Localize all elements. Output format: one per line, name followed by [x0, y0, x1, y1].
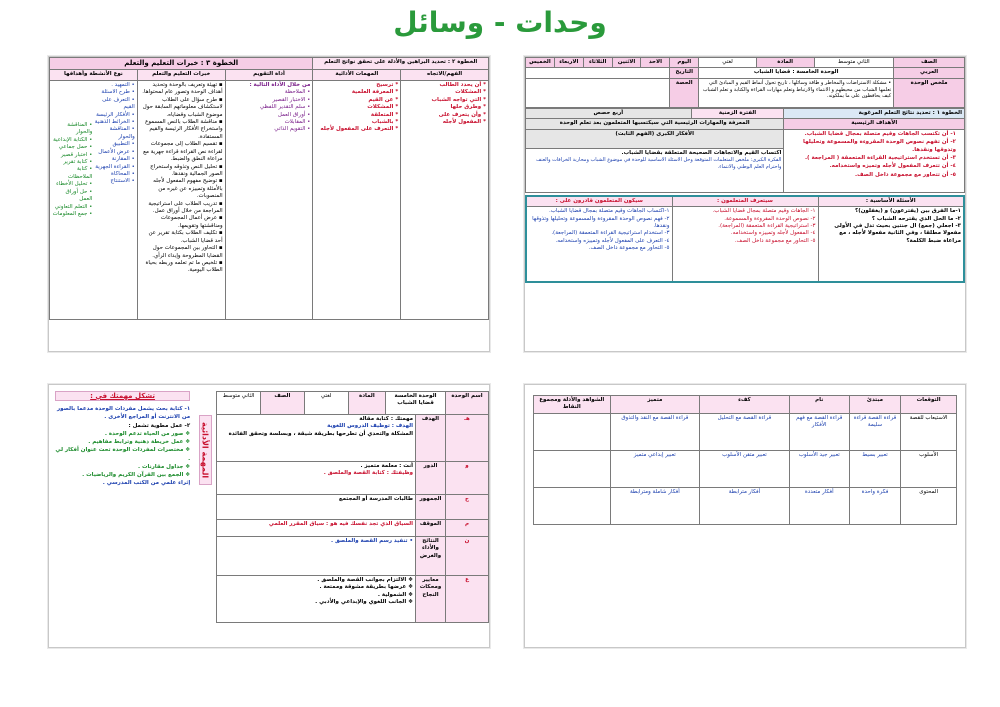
- task-item: * بالشباب: [371, 118, 399, 125]
- step2-title: الخطوة ٢ : تحديد البراهين والأدلة على تحقق نواتج التعلم: [313, 58, 489, 70]
- situation-key: م: [445, 520, 488, 537]
- activity-item: • الاستنتاج: [110, 178, 135, 185]
- tool-item: • الملاحظة: [284, 89, 311, 96]
- experience-item: ▪ التحاور بين المجموعات حول القضايا المطروحة وإبداء الرأي.: [152, 245, 223, 259]
- task-list-item: ١- كتابة بحث يشمل مفردات الوحدة مدعما بالصور من الانترنت أو المراجع الأخرى .: [57, 406, 191, 421]
- step1-table: [525, 108, 965, 193]
- summary-text: • مشكلة الاستراضات والمخاطر و طاقة وسائلها ، تاريخ تحول أنماط القيم و المبادئ التي تعلمها الشباب من محيطهم و الانتماء والارتباط وتعلم مهارات القراءة والكتابة و تعلم الشباب كيف يحافظون على ما يملكونه.: [699, 78, 894, 107]
- activity-item: • القراءة الجهرية: [95, 163, 135, 170]
- rubric-header: متميز: [610, 396, 700, 414]
- rubric-header: الشواهد والأدلة ومجموع النقاط: [534, 396, 611, 414]
- tool-item: من خلال الأداة التالية :: [249, 81, 311, 88]
- activity-item: • كتابة الملاحظات: [67, 166, 93, 180]
- task-title: تشكل مهمتك في :: [55, 391, 190, 401]
- subject-name: العربي: [894, 68, 965, 78]
- activity-item: • المحاكاة: [111, 170, 135, 177]
- product-text: • تنفيذ رسم القصة والملصق .: [217, 537, 416, 576]
- col-header-tools: أداة التقويم: [225, 70, 313, 80]
- header-class-value: الثاني متوسط: [814, 58, 894, 68]
- experience-item: ▪ تقسيم الطلاب إلى مجموعات لقراءة نص القراءة قراءة جهرية مع مراعاة النطق والضبط.: [143, 141, 223, 163]
- grasps-section: [216, 385, 489, 647]
- activity-item: • تحليل الأخطاء: [56, 181, 93, 188]
- document-page-experiences: [48, 56, 490, 352]
- header-day-thu: الخميس: [526, 58, 555, 68]
- skill-item: ٢- فهم نصوص الوحدة المقروءة والمسموعة وتحليلها وتذوقها ونقدها.: [532, 215, 670, 229]
- experience-item: ▪ طرح سؤال على الطلاب لاستكشاف معلوماتهم السابقة حول موضوع الشباب وقضاياه.: [142, 96, 223, 118]
- document-page-rubric: [524, 384, 966, 648]
- rubric-cell: فكرة واحدة: [849, 487, 901, 524]
- tasks-cell: [313, 80, 401, 319]
- period-cells: [526, 78, 670, 107]
- rubric-row-label: الاستيعاب للقصة: [901, 413, 957, 450]
- tool-item: • التقويم الذاتي: [274, 126, 311, 133]
- date-label: التاريخ: [670, 68, 699, 78]
- skills-header: سيكون المتعلمون قادرون على :: [526, 196, 672, 207]
- rubric-cell: أفكار متعددة: [789, 487, 849, 524]
- rubric-cell: [534, 450, 611, 487]
- document-page-unit-plan: [524, 56, 966, 352]
- role-text: وظيفتك : كتابة القصة والملصق .: [323, 470, 414, 477]
- tool-item: • الاختبار القصير: [272, 96, 311, 103]
- goal-item: ٣- أن تستخدم استراتيجية القراءة المتعمقة ( المراجعة ).: [804, 154, 956, 161]
- activities-cell: [50, 80, 138, 319]
- header-table: [525, 57, 965, 108]
- situation-text: السياق الذي تجد نفسك فيه هو : سياق المقرر العلمي: [217, 520, 416, 537]
- summary-label: ملخص الوحدة: [894, 78, 965, 107]
- product-label: النتائج والأداء والغرض: [416, 537, 446, 576]
- audience-text: طالبات المدرسة أو المجتمع: [217, 495, 416, 520]
- role-content: [217, 462, 416, 495]
- ideas-extra: الفكرة الكبرى: ملخص المتعلمات المتوقعة وحل الاسئلة الاساسية للوحدة في موضوع الشباب ومحاربة الخرافات والعنف واحترام العلم الوطني والانتماء.: [536, 157, 782, 170]
- criteria-item: ❖ عرضها بطريقة مشوقة وممتعة .: [319, 584, 414, 591]
- rubric-cell: قراءة القصة مع النقد والتذوق: [610, 413, 700, 450]
- col-header-activities: نوع الأنشطة وأهدافها: [50, 70, 138, 80]
- goal-item: ٥- أن تتحاور مع مجموعة داخل الصف.: [855, 171, 956, 178]
- tool-item: • سلم التقدير اللفظي: [259, 104, 311, 111]
- goals-cell: [784, 129, 965, 192]
- understanding-item: * وأن يتعرف على: [438, 111, 486, 118]
- task-list-item: ❖ صور من الحياة تدعم الوحدة .: [104, 430, 191, 437]
- task-list-item: ❖ مختصرات لمفردات الوحدة تحت عنوان أفكار لي .: [55, 447, 191, 462]
- experience-item: ▪ تكليف الطلاب بكتابة تقرير عن أحد قضايا الشباب.: [148, 230, 223, 244]
- rubric-header: مبتدئ: [849, 396, 901, 414]
- understanding-item: * المفعول لأجله: [442, 118, 486, 125]
- date-cells: [526, 68, 670, 78]
- col-header-understanding: الفهم/الاتجاه: [401, 70, 489, 80]
- class-label: الصف: [261, 392, 305, 415]
- activity-item: • التعلم التعاوني: [54, 203, 93, 210]
- experience-item: ▪ تهيئة وتعريف بالوحدة وتحديد أهداف الوحدة وتصور عام لمحتواها.: [142, 81, 223, 96]
- task-item: * ترسيخ: [376, 81, 399, 88]
- skill-item: ٣- استخدام استراتيجية القراءة المتعمقة (المراجعة).: [551, 230, 670, 237]
- experience-item: ▪ تحليل النص وتذوقه واستخراج الصور الجمالية ونقدها.: [150, 163, 223, 177]
- criteria-item: ❖ الالتزام بجوانب القصة والملصق .: [317, 577, 414, 583]
- role-text: أنت : معلمة متميز .: [360, 463, 414, 469]
- product-key: ن: [445, 537, 488, 576]
- criteria-item: ❖ الجانب اللغوي والإبداعي والأدبي .: [315, 599, 414, 606]
- goal-text: الهدف : توظيف الدروس اللغوية: [327, 423, 414, 430]
- activity-item: • حل أوراق العمل: [65, 188, 93, 203]
- rubric-header: كفء: [700, 396, 790, 414]
- learn-item: ١- الجاهات وقيم متصلة بمجال قضايا الشباب.: [712, 208, 816, 215]
- role-key: و: [445, 462, 488, 495]
- task-item: * التعرف على المفعول لأجله: [320, 126, 399, 133]
- rubric-cell: [534, 487, 611, 524]
- activity-item: • حمل جماعي: [58, 144, 93, 151]
- essential-question: ٢- ما الحل الذي يقترحه الشباب ؟: [871, 215, 961, 222]
- activity-item: • جمع المعلومات: [52, 210, 93, 217]
- rubric-row-label: الأسلوب: [901, 450, 957, 487]
- rubric-row-label: المحتوى: [901, 487, 957, 524]
- header-day-tue: الثلاثاء: [583, 58, 612, 68]
- activity-item: • اختبار قصير: [60, 151, 93, 158]
- subject-value: لغتي: [304, 392, 348, 415]
- learn-cell: [672, 207, 818, 283]
- learn-item: ٤- المفعول لأجله وتمييزه واستخدامه.: [730, 230, 816, 237]
- step1-title: الخطوة ١ : تحديد نتائج التعلم المرغوبة: [784, 108, 965, 118]
- time-period-label: الفترة الزمنية: [691, 108, 784, 118]
- understanding-item: * وطرق حلها: [450, 104, 486, 111]
- task-list-item: ❖ عمل خريطة ذهنية وترابط مفاهيم .: [88, 439, 191, 445]
- rubric-cell: قراءة القصة مع فهم الأفكار: [789, 413, 849, 450]
- activity-item: • الأفكار الرئيسة: [96, 111, 135, 118]
- essential-q-cell: [818, 207, 964, 283]
- experience-item: ▪ مناقشة الطلاب بالنص المسموع واستخراج الأفكار الرئيسة والقيم المستفادة.: [145, 118, 223, 140]
- criteria-content: [217, 576, 416, 623]
- learn-header: سيتعرف المتعلمون :: [672, 196, 818, 207]
- ideas-text: اكتساب القيم والاتجاهات الصحيحة المتعلقة بقضايا الشباب.: [621, 149, 782, 156]
- activity-item: • كتابة تقرير: [63, 158, 93, 165]
- task-item: * المعرفة العلمية: [351, 89, 399, 96]
- learn-item: ٣- استراتيجية القراءة المتعمقة (المراجعة).: [718, 222, 816, 229]
- steps-table: [49, 57, 489, 320]
- experience-item: ▪ تلخيص ما تم تعلمه وربطه بحياة الطلاب اليومية.: [145, 259, 223, 274]
- header-subject-value: لغتي: [699, 58, 757, 68]
- audience-key: ج: [445, 495, 488, 520]
- header-class-label: الصف: [894, 58, 965, 68]
- skills-cell: [526, 207, 672, 283]
- task-list-item: ٢- عمل مطوية تشمل :: [128, 422, 191, 429]
- subject-label: المادة: [348, 392, 386, 415]
- experience-item: ▪ تدريب الطلاب على استراتيجية المراجعة من خلال أوراق عمل.: [148, 200, 223, 215]
- task-item: * المشكلات: [367, 104, 399, 111]
- activity-item: • التمهيد .: [111, 81, 135, 88]
- experience-item: ▪ توضيح مفهوم المفعول لأجله بالأمثلة وتمييزه عن غيره من المنصوبات.: [153, 178, 223, 200]
- understanding-cell: [401, 80, 489, 319]
- activity-item: • المناقشة والحوار: [67, 121, 93, 136]
- header-day-mon: الاثنين: [612, 58, 641, 68]
- tools-cell: [225, 80, 313, 319]
- goal-text: مهمتك : كتابة مقالة: [359, 416, 414, 422]
- task-list-item: ❖ الجمع بين القرآن الكريم والرياضيات .: [82, 472, 191, 478]
- criteria-item: ❖ الشمولية .: [377, 591, 414, 598]
- goal-key: هـ: [445, 415, 488, 462]
- col-header-experiences: خبرات التعليم والتعلم: [137, 70, 225, 80]
- rubric-cell: [534, 413, 611, 450]
- unit-name-label: اسم الوحدة: [445, 392, 488, 415]
- learn-item: ٥- التحاور مع مجموعة داخل الصف.: [734, 237, 816, 244]
- vertical-label: المهمة الأدائية: [199, 415, 212, 485]
- class-value: الثاني متوسط: [217, 392, 261, 415]
- activity-item: • عرض الأعمال: [98, 148, 135, 155]
- rubric-cell: قراءة القصة قراءة سليمة: [849, 413, 901, 450]
- task-item: * المتعلقة: [370, 111, 399, 118]
- rubric-cell: تعبير جيد الأسلوب: [789, 450, 849, 487]
- essential-table: [525, 195, 965, 283]
- header-day-wed: الاربعاء: [554, 58, 583, 68]
- skill-item: ١-اكتساب الجاهات وقيم متصلة بمجال قضايا الشباب.: [548, 208, 670, 215]
- experiences-cell: [137, 80, 225, 319]
- situation-label: الموقف: [416, 520, 446, 537]
- task-item: * عن القيم: [368, 96, 399, 103]
- period-label: الحصة: [670, 78, 699, 107]
- criteria-key: ع: [445, 576, 488, 623]
- audience-label: الجمهور: [416, 495, 446, 520]
- header-day-label: اليوم: [670, 58, 699, 68]
- skill-item: ٥- التحاور مع مجموعة داخل الصف.: [588, 245, 670, 252]
- activity-item: • التطبيق: [112, 141, 135, 148]
- step3-title: الخطوة ٣ : خبرات التعليم والتعلم: [50, 58, 313, 70]
- task-list-item: ❖ جداول مقارنات .: [137, 463, 191, 470]
- unit-title: الوحدة الخامسة : قضايا الشباب: [699, 68, 894, 78]
- time-period-value: أربع حصص: [526, 108, 692, 118]
- task-list: [55, 405, 190, 488]
- task-list-section: [49, 385, 194, 647]
- ideas-cell: [526, 148, 784, 192]
- role-label: الدور: [416, 462, 446, 495]
- skill-item: ٤- التعرف على المفعول لأجله وتمييزه واستخدامه.: [555, 237, 670, 244]
- ideas-header: الأفكار الكبرى (الفهم الثابت): [526, 129, 784, 148]
- tool-item: • المقابلات: [284, 118, 311, 125]
- page-title: وحدات - وسائل: [393, 6, 607, 39]
- goal-text: المشكلة والتحدي أن تطرحها بطريقة شيقة ، وبسلسة وتحقق الفائدة: [228, 430, 414, 437]
- tool-item: • أوراق العمل: [277, 111, 311, 118]
- goal-item: ١- أن تكتسب الجاهات وقيم متصلة بمجال قضايا الشباب.: [804, 130, 956, 137]
- activity-item: • الكتابة الإبداعية: [53, 136, 93, 143]
- vertical-label-box: [194, 385, 216, 647]
- understanding-item: * أن يحدد الطالب: [439, 81, 486, 88]
- rubric-cell: أفكار شاملة ومترابطة: [610, 487, 700, 524]
- understanding-item: * التي تواجه الشباب: [431, 96, 486, 103]
- goals-header: الأهداف الرئيسية: [784, 119, 965, 129]
- goal-label: الهدف: [416, 415, 446, 462]
- essential-q-header: الأسئلة الأساسية :: [818, 196, 964, 207]
- rubric-header: نام: [789, 396, 849, 414]
- rubric-header: التوقعات: [901, 396, 957, 414]
- goal-item: ٢- أن تفهم نصوص الوحدة المقروءة والمسموعة وتحليلها وتذوقها ونقدها.: [803, 139, 956, 153]
- experience-item: ▪ عرض أعمال المجموعات ومناقشتها وتقويمها.: [160, 215, 223, 229]
- header-subject-label: المادة: [756, 58, 814, 68]
- rubric-cell: تعبير بسيط: [849, 450, 901, 487]
- col-header-tasks: المهمات الأدائية: [313, 70, 401, 80]
- essential-question: ١-ما الفرق بين (يفترعون) و (يغفلون)؟: [855, 208, 961, 215]
- document-page-task: [48, 384, 490, 648]
- task-list-item: إثراء علمي من الكتب المدرسي .: [102, 480, 191, 487]
- learn-item: ٢- نصوص الوحدة المقروءة والمسموعة.: [724, 215, 816, 222]
- rubric-cell: تعبير متقن الأسلوب: [700, 450, 790, 487]
- activity-item: • الخرائط الذهنية: [94, 118, 135, 125]
- understanding-item: * المشكلات: [455, 89, 486, 96]
- criteria-label: معايير ومحكات النجاح: [416, 576, 446, 623]
- rubric-table: [533, 395, 957, 525]
- activity-item: • التعرف على القيم: [102, 96, 135, 111]
- rubric-cell: أفكار مترابطة: [700, 487, 790, 524]
- knowledge-header: المعرفة والمهارات الرئيسية التي سيكتسبها المتعلمون بعد تعلم الوحدة: [526, 119, 784, 129]
- grasps-table: [216, 391, 489, 623]
- goal-item: ٤- أن تتعرف المفعول لأجله وتميزه واستخدامه.: [829, 163, 956, 170]
- header-day-sun: الاحد: [641, 58, 670, 68]
- activity-item: • المقارنة: [111, 156, 135, 163]
- goal-content: [217, 415, 416, 462]
- rubric-cell: قراءة القصة مع التحليل: [700, 413, 790, 450]
- rubric-cell: تعبير إبداعي متميز: [610, 450, 700, 487]
- unit-name-value: الوحدة الخامسة قضايا الشباب: [386, 392, 446, 415]
- essential-question: ٣- اجعلي (جمع) ال جنتين بحيث تدل في الأولى مفعولا مطلقا ، وفي الثانية مفعولا لأجله ، مع مراعاة ضبط الكلمة؟: [834, 222, 961, 244]
- activity-item: • المناقشة والحوار: [109, 126, 135, 140]
- activity-item: • طرح الاسئلة: [101, 89, 135, 96]
